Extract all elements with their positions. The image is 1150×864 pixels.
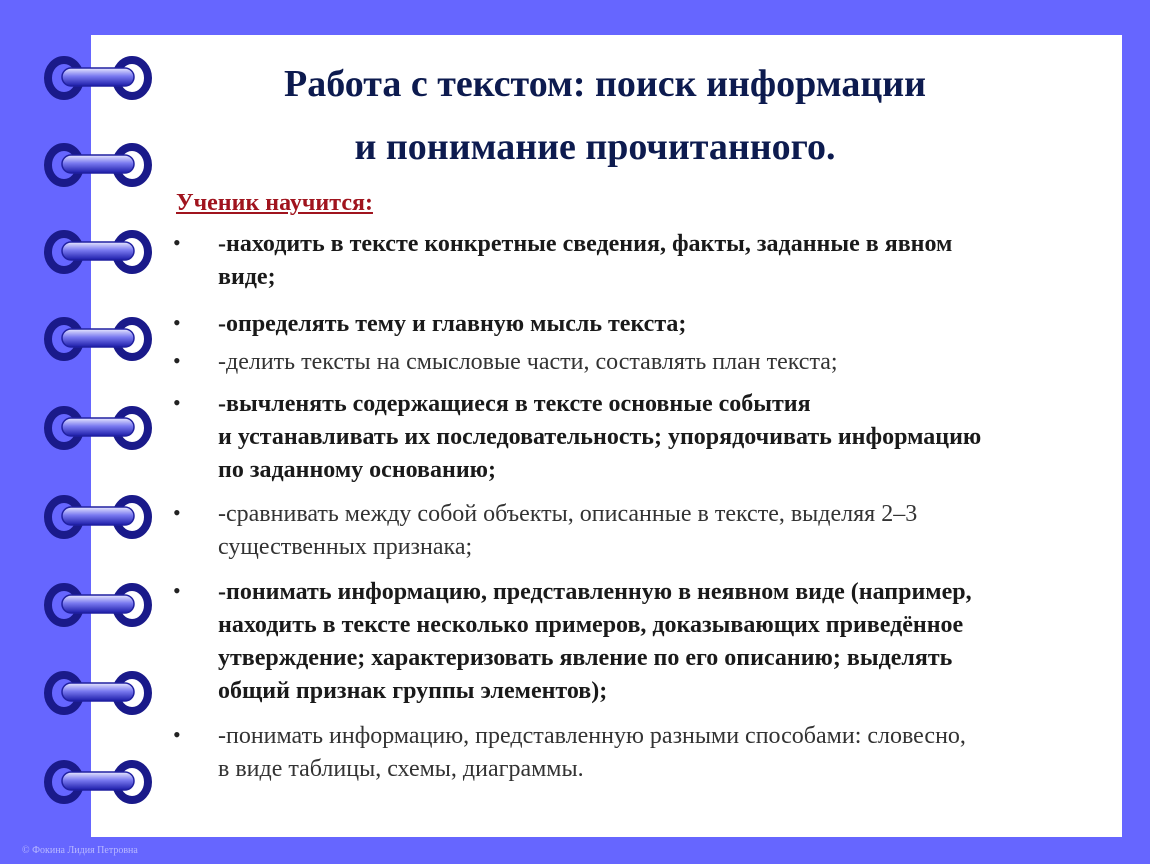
spiral-ring-icon (42, 583, 154, 627)
spiral-ring-icon (42, 671, 154, 715)
list-item-line: -сравнивать между собой объекты, описанные в тексте, выделяя 2–3 (218, 501, 918, 527)
bullet-icon: • (173, 500, 181, 525)
subtitle: Ученик научится: (176, 190, 373, 216)
list-item (218, 720, 1143, 786)
spiral-ring-icon (42, 317, 154, 361)
bullet-icon: • (173, 310, 181, 335)
list-item-line: -понимать информацию, представленную в неявном виде (например, (218, 579, 972, 605)
list-item-line: в виде таблицы, схемы, диаграммы. (218, 756, 584, 782)
copyright: © Фокина Лидия Петровна (22, 845, 138, 856)
list-item-line: -находить в тексте конкретные сведения, факты, заданные в явном (218, 231, 953, 257)
list-item (218, 346, 1143, 379)
title-line-2: и понимание прочитанного. (354, 126, 836, 168)
title-line-1: Работа с текстом: поиск информации (283, 63, 927, 105)
spiral-ring-icon (42, 495, 154, 539)
list-item-line: утверждение; характеризовать явление по его описанию; выделять (218, 645, 953, 671)
bullet-icon: • (173, 348, 181, 373)
list-item-line: -делить тексты на смысловые части, составлять план текста; (218, 349, 838, 375)
list-item-line: виде; (218, 264, 276, 290)
list-item-line: -определять тему и главную мысль текста; (218, 311, 687, 337)
list-item (218, 576, 1143, 708)
spiral-ring-icon (42, 230, 154, 274)
list-item-line: находить в тексте несколько примеров, доказывающих приведённое (218, 612, 964, 638)
list-item-line: общий признак группы элементов); (218, 678, 608, 704)
list-item-line: -понимать информацию, представленную разными способами: словесно, (218, 723, 966, 749)
bullet-icon: • (173, 722, 181, 747)
list-item-line: существенных признака; (218, 534, 473, 560)
list-item-line: -вычленять содержащиеся в тексте основные события (218, 391, 811, 417)
list-item-line: по заданному основанию; (218, 457, 496, 483)
list-item-line: и устанавливать их последовательность; упорядочивать информацию (218, 424, 982, 450)
list-item (218, 388, 1143, 487)
list-item (218, 498, 1143, 564)
list-item (218, 308, 1143, 341)
bullet-icon: • (173, 390, 181, 415)
list-item (218, 228, 1143, 294)
spiral-ring-icon (42, 406, 154, 450)
spiral-ring-icon (42, 760, 154, 804)
bullet-icon: • (173, 578, 181, 603)
bullet-icon: • (173, 230, 181, 255)
